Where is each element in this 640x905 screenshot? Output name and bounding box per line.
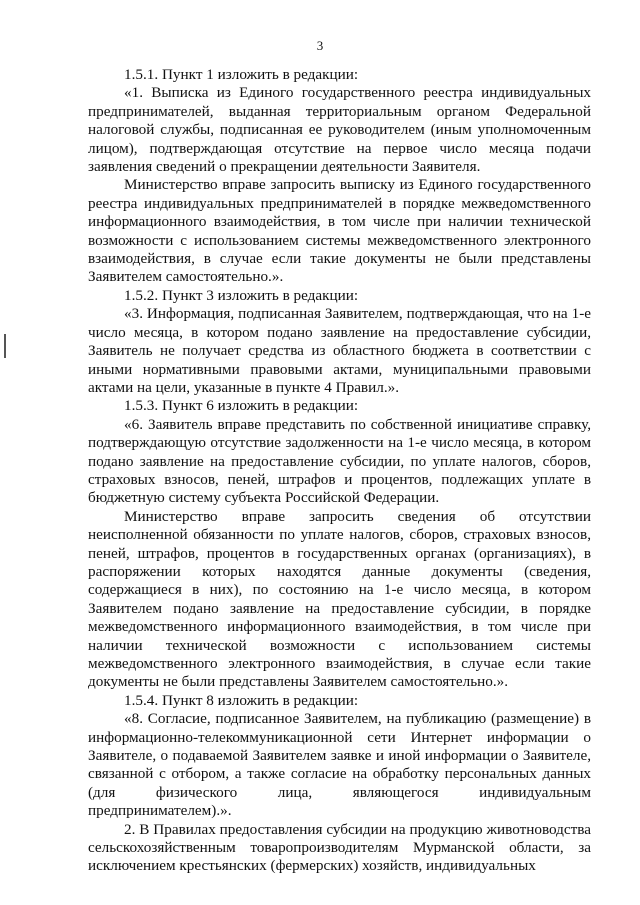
paragraph-1-5-4-heading: 1.5.4. Пункт 8 изложить в редакции: [124,691,359,709]
paragraph-ministry-info: Министерство вправе запросить сведения об отсутствии неисполненной обязанности по уплате налогов, сборов, страховых взносов, пеней, штрафов, процентов в государственных органах (организациях), в распоряжении которых находятся данные документы (сведения, содержащиеся в них), по состоянию на 1-е число месяца, в котором Заявителем подано заявление на предоставление субсидии, в порядке межведомственного информационного взаимодействия, в том числе при наличии технической возможности с использованием системы межведомственного электронного взаимодействия, в случае если такие документы не были представлены Заявителем самостоятельно.». [88,507,591,691]
paragraph-1-5-1-heading: 1.5.1. Пункт 1 изложить в редакции: [124,66,359,83]
paragraph-1-5-2-heading: 1.5.2. Пункт 3 изложить в редакции: [124,286,359,304]
paragraph-1-5-3-heading: 1.5.3. Пункт 6 изложить в редакции: [124,397,359,415]
page-number: 3 [316,38,324,53]
paragraph-item-3-text: «3. Информация, подписанная Заявителем, подтверждающая, что на 1-е число месяца, в котором подано заявление на предоставление субсидии, Заявитель не получает средства из областного бюджета в соответствии с иными нормативными правовыми актами, муниципальными правовыми актами на цели, указанные в пункте 4 Правил.». [88,305,591,396]
margin-mark [4,334,6,358]
paragraph-ministry-extract: Министерство вправе запросить выписку из Единого государственного реестра индивидуальных предпринимателей в порядке межведомственного информационного взаимодействия, в том числе при наличии технической возможности с использованием системы межведомственного электронного взаимодействия, в случае если такие документы не были представлены Заявителем самостоятельно.». [88,176,591,286]
paragraph-section-2: 2. В Правилах предоставления субсидии на продукцию животноводства сельскохозяйственным товаропроизводителям Мурманской области, за исключением крестьянских (фермерских) хозяйств, индивидуальных [88,820,591,875]
paragraph-item-6-text: «6. Заявитель вправе представить по собственной инициативе справку, подтверждающую отсутствие задолженности на 1-е число месяца, в котором подано заявление на предоставление субсидии, по уплате налогов, сборов, страховых взносов, пеней, штрафов и процентов, подлежащих уплате в бюджетную систему субъекта Российской Федерации. [88,415,591,507]
paragraph-item-1-text: «1. Выписка из Единого государственного реестра индивидуальных предпринимателей, выданная территориальным органом Федеральной налоговой службы, подписанная ее руководителем (иным уполномоченным лицом), подтверждающая отсутствие на первое число месяца подачи заявления сведений о прекращении деятельности Заявителя. [88,84,591,176]
document-body [88,66,591,876]
paragraph-item-8-text: «8. Согласие, подписанное Заявителем, на публикацию (размещение) в информационно-телекоммуникационной сети Интернет информации о Заявителе, о подаваемой Заявителем заявке и иной информации о Заявителе, связанной с отбором, а также согласие на обработку персональных данных (для физического лица, являющегося индивидуальным предпринимателем).». [88,710,591,820]
